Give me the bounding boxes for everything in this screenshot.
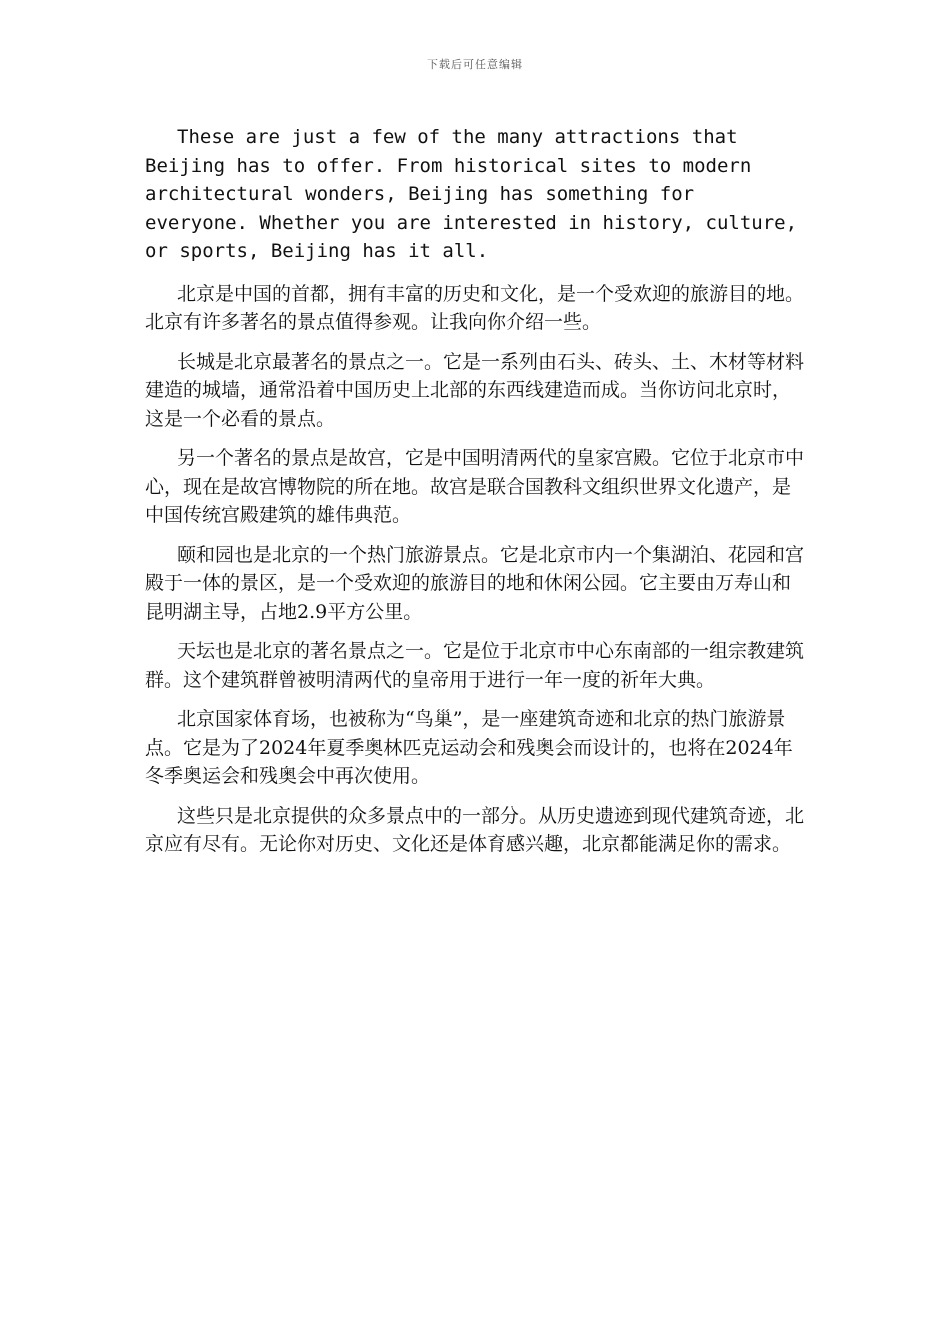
paragraph-great-wall: 长城是北京最著名的景点之一。它是一系列由石头、砖头、土、木材等材料建造的城墙，通常沿着中国历史上北部的东西线建造而成。当你访问北京时，这是一个必看的景点。 xyxy=(145,350,805,430)
paragraph-temple-of-heaven: 天坛也是北京的著名景点之一。它是位于北京市中心东南部的一组宗教建筑群。这个建筑群曾被明清两代的皇帝用于进行一年一度的祈年大典。 xyxy=(145,640,805,691)
paragraph-birds-nest: 北京国家体育场，也被称为“鸟巢”，是一座建筑奇迹和北京的热门旅游景点。它是为了2024年夏季奥林匹克运动会和残奥会而设计的，也将在2024年冬季奥运会和残奥会中再次使用。 xyxy=(145,708,793,787)
page-header: 下载后可任意编辑 xyxy=(427,58,523,71)
paragraph-beijing-intro: 北京是中国的首都，拥有丰富的历史和文化，是一个受欢迎的旅游目的地。北京有许多著名的景点值得参观。让我向你介绍一些。 xyxy=(145,282,805,333)
paragraph-conclusion: 这些只是北京提供的众多景点中的一部分。从历史遗迹到现代建筑奇迹，北京应有尽有。无论你对历史、文化还是体育感兴趣，北京都能满足你的需求。 xyxy=(145,804,805,855)
paragraph-english-summary: These are just a few of the many attractions that Beijing has to offer. From historical sites to modern architectural wonders, Beijing has something for everyone. Whether you are interested in history, culture, or sports, Beijing has it all. xyxy=(145,126,798,262)
paragraph-forbidden-city: 另一个著名的景点是故宫，它是中国明清两代的皇家宫殿。它位于北京市中心，现在是故宫博物院的所在地。故宫是联合国教科文组织世界文化遗产，是中国传统宫殿建筑的雄伟典范。 xyxy=(145,447,805,526)
paragraph-summer-palace: 颐和园也是北京的一个热门旅游景点。它是北京市内一个集湖泊、花园和宫殿于一体的景区，是一个受欢迎的旅游目的地和休闲公园。它主要由万寿山和昆明湖主导，占地2.9平方公里。 xyxy=(145,543,805,623)
document-body xyxy=(145,123,807,870)
